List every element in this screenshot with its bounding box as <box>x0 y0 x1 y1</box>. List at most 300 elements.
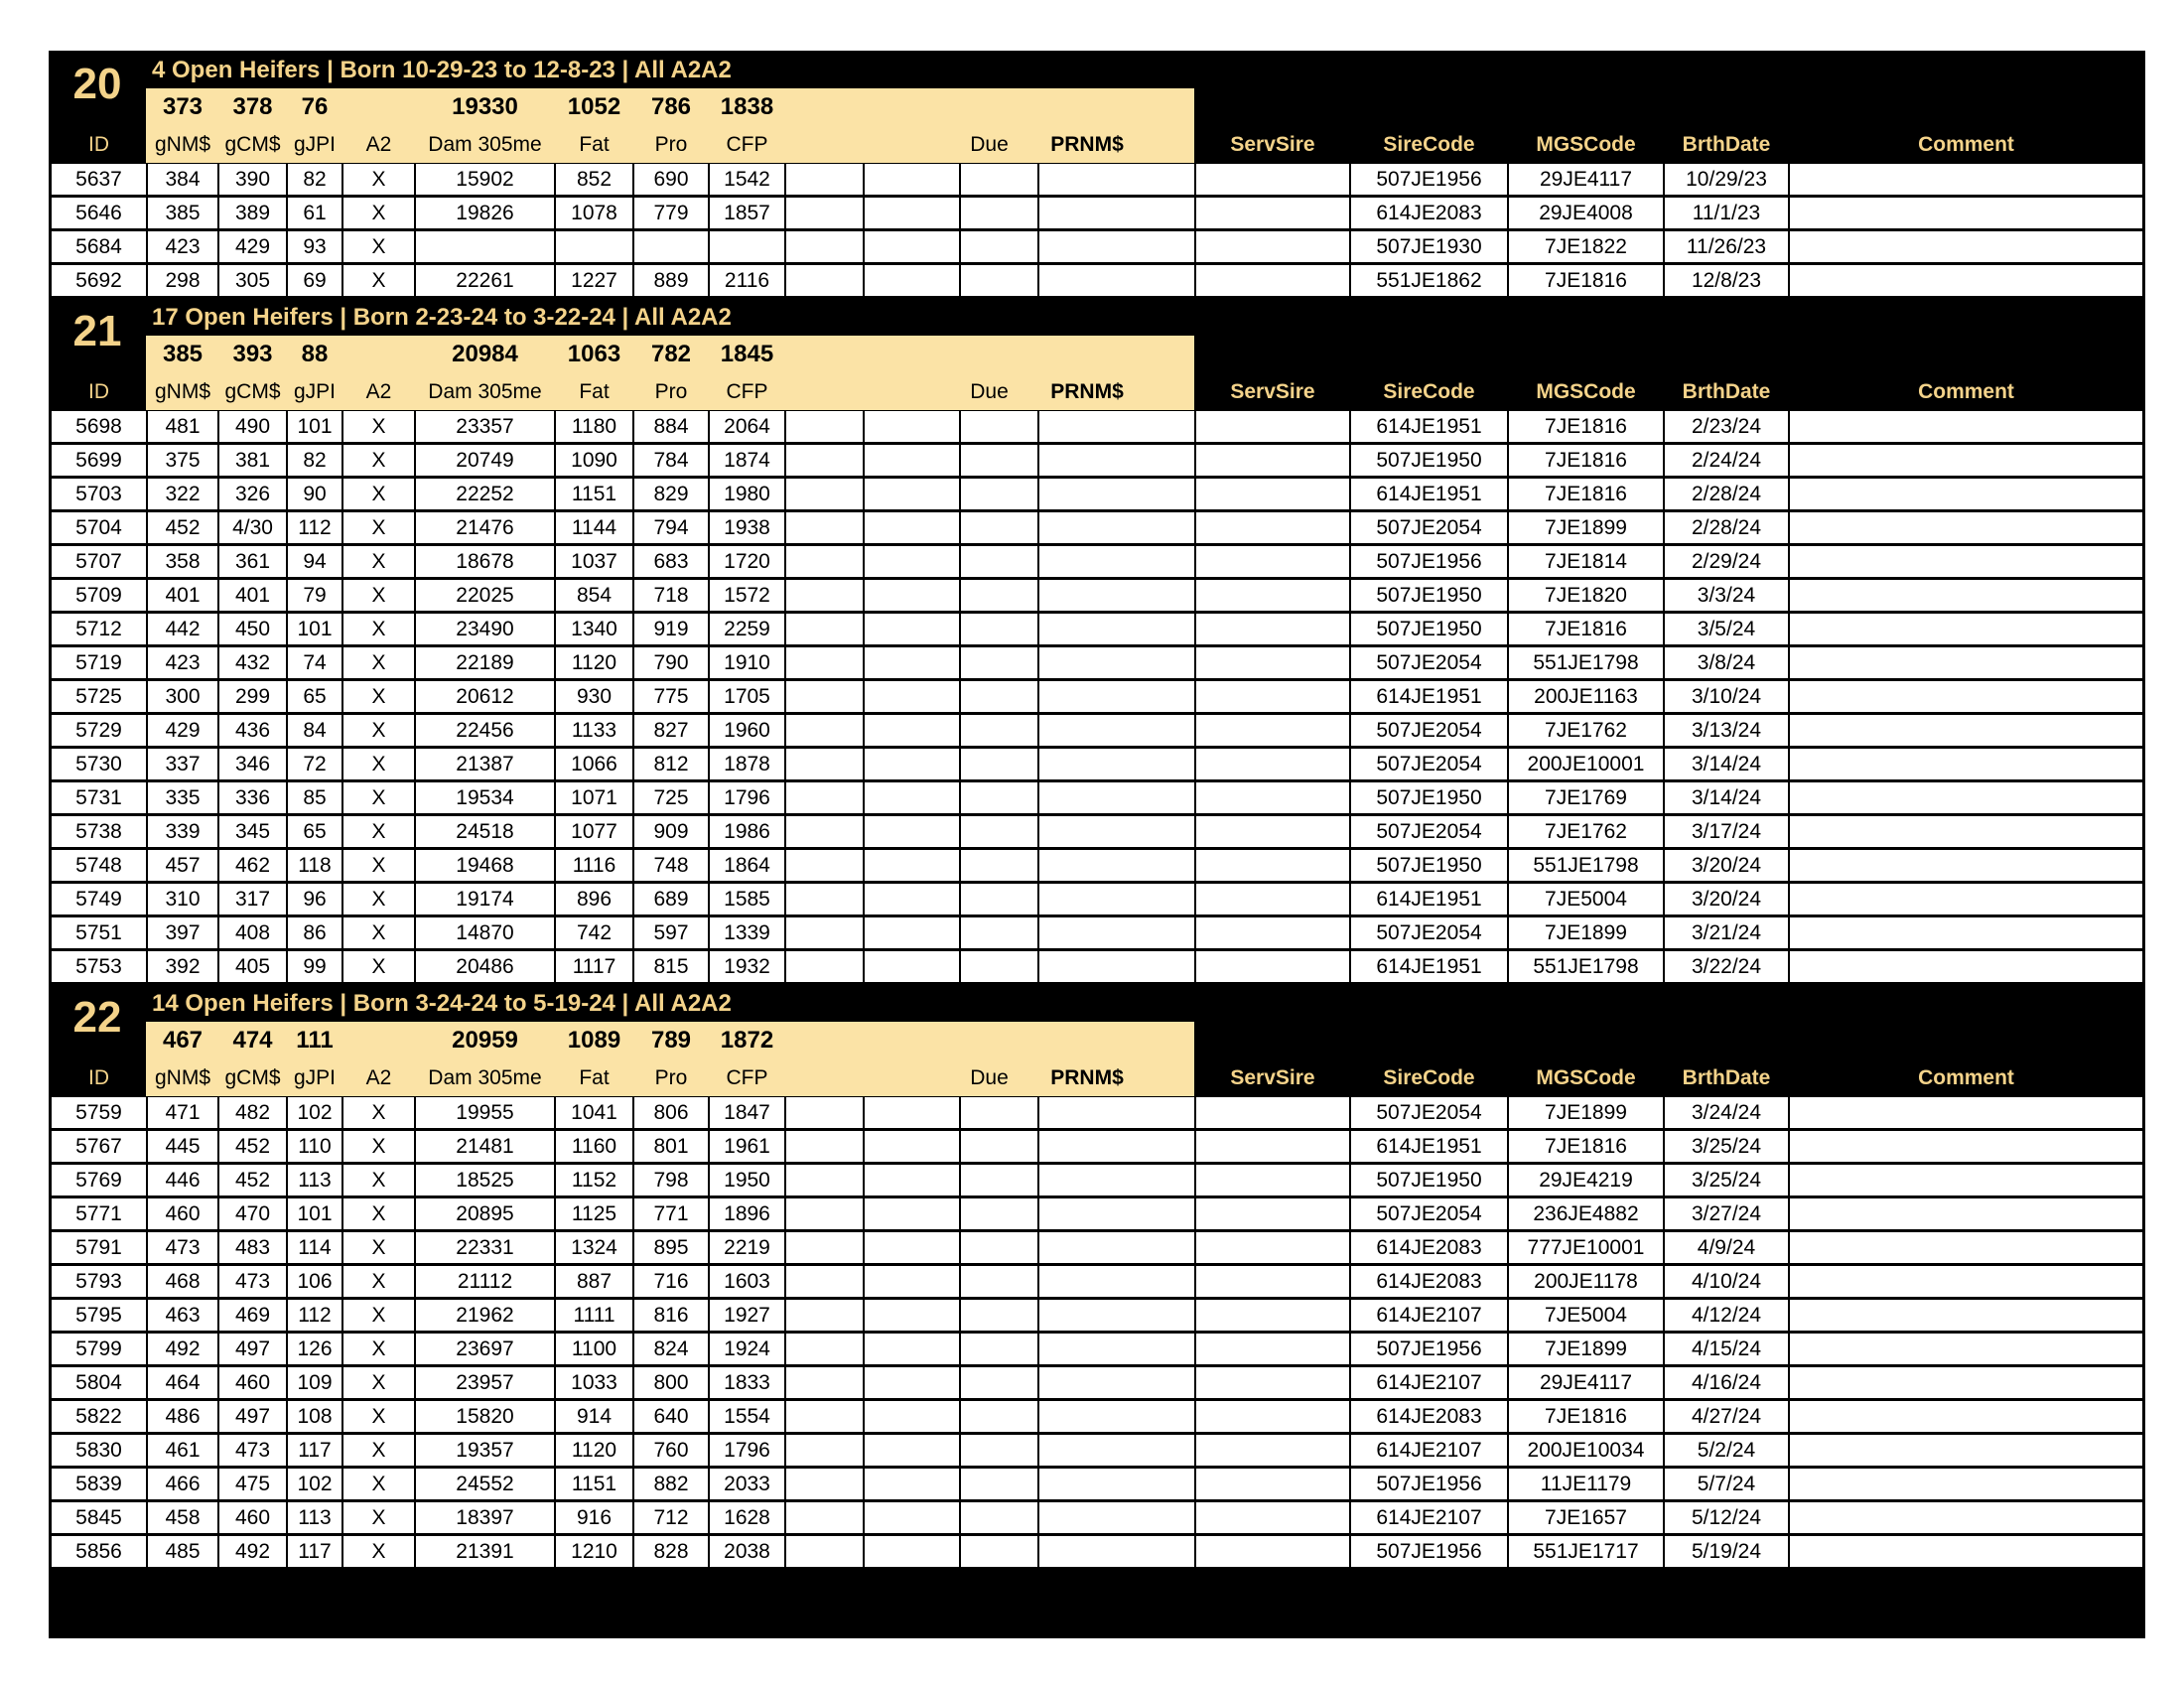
cell-sire: 614JE1951 <box>1351 479 1507 509</box>
cell-serv <box>1196 1266 1349 1297</box>
cell-comment <box>1790 1401 2142 1432</box>
cell-due <box>961 1502 1037 1533</box>
cell-mgs: 7JE1816 <box>1509 1131 1663 1162</box>
cell-prnm <box>1039 1300 1194 1331</box>
cell-id: 5830 <box>52 1435 146 1466</box>
table-row <box>49 1400 2145 1434</box>
cell-cfp: 1896 <box>710 1198 784 1229</box>
cell-brth: 3/20/24 <box>1665 884 1788 914</box>
cell-b1 <box>786 198 863 228</box>
column-header-due: Due <box>970 380 1009 403</box>
cell-a2: X <box>343 445 414 476</box>
cell-b1 <box>786 1165 863 1196</box>
cell-a2: X <box>343 580 414 611</box>
cell-brth: 3/14/24 <box>1665 782 1788 813</box>
cell-sire: 614JE1951 <box>1351 884 1507 914</box>
group-number: 20 <box>72 60 122 108</box>
cell-brth: 5/19/24 <box>1665 1536 1788 1567</box>
cell-gnm: 473 <box>148 1232 217 1263</box>
column-header-id: ID <box>88 380 109 403</box>
table-row <box>49 781 2145 815</box>
cell-b1 <box>786 1097 863 1128</box>
cell-mgs: 7JE1899 <box>1509 1334 1663 1364</box>
column-header-prnm: PRNM$ <box>1050 1066 1124 1089</box>
cell-dam: 23697 <box>416 1334 554 1364</box>
cell-prnm <box>1039 816 1194 847</box>
cell-cfp: 1585 <box>710 884 784 914</box>
cell-pro: 828 <box>634 1536 708 1567</box>
cell-sire: 614JE1951 <box>1351 681 1507 712</box>
cell-a2: X <box>343 1367 414 1398</box>
cell-due <box>961 884 1037 914</box>
cell-pro: 790 <box>634 647 708 678</box>
cell-cfp: 2219 <box>710 1232 784 1263</box>
cell-gjpi: 112 <box>288 512 341 543</box>
cell-serv <box>1196 1367 1349 1398</box>
cell-serv <box>1196 850 1349 881</box>
cell-a2: X <box>343 198 414 228</box>
cell-gnm: 300 <box>148 681 217 712</box>
cell-a2: X <box>343 749 414 779</box>
cell-gcm: 408 <box>219 917 286 948</box>
cell-gnm: 464 <box>148 1367 217 1398</box>
cell-due <box>961 951 1037 982</box>
cell-gcm: 432 <box>219 647 286 678</box>
cell-dam: 21476 <box>416 512 554 543</box>
cell-b2 <box>865 1536 959 1567</box>
cell-gnm: 442 <box>148 614 217 644</box>
cell-gnm: 375 <box>148 445 217 476</box>
column-header-id: ID <box>88 1066 109 1089</box>
cell-b1 <box>786 1334 863 1364</box>
cell-prnm <box>1039 445 1194 476</box>
table-row <box>49 849 2145 883</box>
column-header-fat: Fat <box>579 133 610 156</box>
cell-prnm <box>1039 1367 1194 1398</box>
cell-b1 <box>786 1469 863 1499</box>
cell-b2 <box>865 917 959 948</box>
cell-comment <box>1790 1097 2142 1128</box>
column-header-id: ID <box>88 133 109 156</box>
cell-due <box>961 681 1037 712</box>
cell-id: 5799 <box>52 1334 146 1364</box>
cell-gcm: 452 <box>219 1165 286 1196</box>
column-header-mgs: MGSCode <box>1536 133 1636 156</box>
cell-serv <box>1196 749 1349 779</box>
cell-gnm: 401 <box>148 580 217 611</box>
cell-id: 5731 <box>52 782 146 813</box>
cell-serv <box>1196 231 1349 262</box>
cell-sire: 614JE2083 <box>1351 198 1507 228</box>
cell-sire: 551JE1862 <box>1351 265 1507 296</box>
cell-a2: X <box>343 850 414 881</box>
cell-mgs: 7JE1762 <box>1509 715 1663 746</box>
cell-pro: 895 <box>634 1232 708 1263</box>
cell-pro: 806 <box>634 1097 708 1128</box>
cell-sire: 614JE2083 <box>1351 1232 1507 1263</box>
cell-serv <box>1196 580 1349 611</box>
cell-dam: 20749 <box>416 445 554 476</box>
cell-brth: 5/2/24 <box>1665 1435 1788 1466</box>
column-header-prnm: PRNM$ <box>1050 380 1124 403</box>
cell-gnm: 423 <box>148 647 217 678</box>
cell-cfp: 2064 <box>710 411 784 442</box>
cell-serv <box>1196 681 1349 712</box>
table-row <box>49 197 2145 230</box>
cell-cfp: 2033 <box>710 1469 784 1499</box>
cell-brth: 3/13/24 <box>1665 715 1788 746</box>
cell-prnm <box>1039 1502 1194 1533</box>
cell-gcm: 346 <box>219 749 286 779</box>
column-header-sire: SireCode <box>1383 380 1475 403</box>
cell-comment <box>1790 1502 2142 1533</box>
cell-gnm: 339 <box>148 816 217 847</box>
cell-cfp: 1864 <box>710 850 784 881</box>
cell-mgs: 29JE4117 <box>1509 1367 1663 1398</box>
cell-pro: 829 <box>634 479 708 509</box>
average-gjpi: 76 <box>301 93 329 120</box>
cell-cfp: 2038 <box>710 1536 784 1567</box>
cell-gcm: 473 <box>219 1266 286 1297</box>
cell-pro: 909 <box>634 816 708 847</box>
cell-cfp: 1847 <box>710 1097 784 1128</box>
cell-prnm <box>1039 782 1194 813</box>
column-header-pro: Pro <box>654 1066 688 1089</box>
cell-mgs: 7JE1816 <box>1509 445 1663 476</box>
cell-dam: 20895 <box>416 1198 554 1229</box>
cell-gnm: 392 <box>148 951 217 982</box>
group-number: 22 <box>72 993 122 1042</box>
cell-a2: X <box>343 1198 414 1229</box>
cell-gnm: 423 <box>148 231 217 262</box>
average-fat: 1063 <box>567 341 621 367</box>
cell-gcm: 490 <box>219 411 286 442</box>
cell-mgs: 200JE1163 <box>1509 681 1663 712</box>
cell-b1 <box>786 231 863 262</box>
cell-gcm: 483 <box>219 1232 286 1263</box>
cell-sire: 614JE1951 <box>1351 1131 1507 1162</box>
cell-fat: 1210 <box>556 1536 632 1567</box>
cell-gjpi: 90 <box>288 479 341 509</box>
cell-b1 <box>786 917 863 948</box>
cell-brth: 12/8/23 <box>1665 265 1788 296</box>
cell-pro: 725 <box>634 782 708 813</box>
cell-b2 <box>865 816 959 847</box>
cell-gcm: 345 <box>219 816 286 847</box>
cell-dam: 22252 <box>416 479 554 509</box>
cell-mgs: 7JE1899 <box>1509 512 1663 543</box>
cell-dam: 19357 <box>416 1435 554 1466</box>
cell-b1 <box>786 1131 863 1162</box>
cell-gcm: 317 <box>219 884 286 914</box>
cell-fat: 1120 <box>556 647 632 678</box>
column-header-gcm: gCM$ <box>224 1066 281 1089</box>
cell-id: 5767 <box>52 1131 146 1162</box>
cell-due <box>961 1367 1037 1398</box>
cell-fat: 1071 <box>556 782 632 813</box>
cell-cfp: 1339 <box>710 917 784 948</box>
cell-prnm <box>1039 1266 1194 1297</box>
table-row <box>49 264 2145 298</box>
cell-fat: 1324 <box>556 1232 632 1263</box>
cell-id: 5856 <box>52 1536 146 1567</box>
column-header-a2: A2 <box>365 380 392 403</box>
cell-prnm <box>1039 715 1194 746</box>
cell-gcm: 305 <box>219 265 286 296</box>
cell-fat: 1160 <box>556 1131 632 1162</box>
cell-sire: 507JE1950 <box>1351 580 1507 611</box>
cell-b1 <box>786 681 863 712</box>
cell-fat: 852 <box>556 164 632 195</box>
cell-gjpi: 72 <box>288 749 341 779</box>
cell-a2: X <box>343 1097 414 1128</box>
cell-brth: 3/25/24 <box>1665 1131 1788 1162</box>
cell-prnm <box>1039 265 1194 296</box>
cell-gnm: 310 <box>148 884 217 914</box>
cell-b2 <box>865 580 959 611</box>
cell-gnm: 452 <box>148 512 217 543</box>
cell-b1 <box>786 580 863 611</box>
cell-b1 <box>786 265 863 296</box>
cell-cfp: 1628 <box>710 1502 784 1533</box>
cell-sire: 507JE1950 <box>1351 782 1507 813</box>
cell-b1 <box>786 951 863 982</box>
column-header-dam: Dam 305me <box>428 1066 542 1089</box>
cell-cfp: 1833 <box>710 1367 784 1398</box>
table-row <box>49 1231 2145 1265</box>
average-gnm: 373 <box>162 93 204 120</box>
cell-due <box>961 749 1037 779</box>
cell-dam: 20486 <box>416 951 554 982</box>
cell-mgs: 29JE4219 <box>1509 1165 1663 1196</box>
cell-pro: 689 <box>634 884 708 914</box>
cell-cfp: 1932 <box>710 951 784 982</box>
cell-cfp: 1705 <box>710 681 784 712</box>
column-header-cfp: CFP <box>726 380 768 403</box>
cell-gnm: 463 <box>148 1300 217 1331</box>
cell-sire: 614JE2107 <box>1351 1300 1507 1331</box>
cell-fat: 916 <box>556 1502 632 1533</box>
cell-id: 5751 <box>52 917 146 948</box>
cell-b2 <box>865 411 959 442</box>
cell-gcm: 326 <box>219 479 286 509</box>
heifer-table <box>49 163 2145 298</box>
cell-gcm: 460 <box>219 1502 286 1533</box>
cell-dam: 21387 <box>416 749 554 779</box>
cell-dam: 18397 <box>416 1502 554 1533</box>
average-gcm: 393 <box>232 341 273 367</box>
cell-cfp: 1603 <box>710 1266 784 1297</box>
cell-due <box>961 850 1037 881</box>
cell-b2 <box>865 1435 959 1466</box>
average-cfp: 1872 <box>720 1027 774 1054</box>
cell-b2 <box>865 884 959 914</box>
cell-b1 <box>786 1300 863 1331</box>
cell-prnm <box>1039 1536 1194 1567</box>
cell-mgs: 777JE10001 <box>1509 1232 1663 1263</box>
cell-fat: 1151 <box>556 1469 632 1499</box>
table-row <box>49 579 2145 613</box>
cell-serv <box>1196 1469 1349 1499</box>
cell-comment <box>1790 1536 2142 1567</box>
cell-id: 5749 <box>52 884 146 914</box>
column-header-serv: ServSire <box>1230 133 1315 156</box>
cell-gjpi: 93 <box>288 231 341 262</box>
cell-mgs: 7JE1816 <box>1509 614 1663 644</box>
cell-b2 <box>865 1198 959 1229</box>
cell-b2 <box>865 231 959 262</box>
table-row <box>49 1468 2145 1501</box>
cell-dam: 18678 <box>416 546 554 577</box>
cell-a2: X <box>343 647 414 678</box>
table-row <box>49 1366 2145 1400</box>
cell-due <box>961 614 1037 644</box>
cell-gcm: 497 <box>219 1401 286 1432</box>
cell-pro: 800 <box>634 1367 708 1398</box>
cell-gjpi: 82 <box>288 164 341 195</box>
cell-serv <box>1196 951 1349 982</box>
cell-brth: 3/14/24 <box>1665 749 1788 779</box>
cell-comment <box>1790 917 2142 948</box>
cell-gnm: 492 <box>148 1334 217 1364</box>
cell-id: 5709 <box>52 580 146 611</box>
cell-cfp: 1874 <box>710 445 784 476</box>
cell-sire: 507JE1950 <box>1351 614 1507 644</box>
average-pro: 782 <box>650 341 692 367</box>
column-header-gcm: gCM$ <box>224 133 281 156</box>
cell-mgs: 551JE1798 <box>1509 647 1663 678</box>
cell-prnm <box>1039 1198 1194 1229</box>
cell-b2 <box>865 479 959 509</box>
cell-serv <box>1196 546 1349 577</box>
group-title: 4 Open Heifers | Born 10-29-23 to 12-8-23 | All A2A2 <box>152 57 732 83</box>
cell-dam: 15820 <box>416 1401 554 1432</box>
group-title: 14 Open Heifers | Born 3-24-24 to 5-19-24 | All A2A2 <box>152 990 732 1017</box>
table-row <box>49 646 2145 680</box>
cell-fat: 1077 <box>556 816 632 847</box>
cell-cfp: 1857 <box>710 198 784 228</box>
column-header-sire: SireCode <box>1383 1066 1475 1089</box>
cell-pro: 824 <box>634 1334 708 1364</box>
cell-fat: 1066 <box>556 749 632 779</box>
cell-gcm: 460 <box>219 1367 286 1398</box>
cell-id: 5729 <box>52 715 146 746</box>
cell-serv <box>1196 816 1349 847</box>
cell-pro: 640 <box>634 1401 708 1432</box>
cell-cfp: 1720 <box>710 546 784 577</box>
cell-b1 <box>786 1401 863 1432</box>
cell-comment <box>1790 1266 2142 1297</box>
cell-pro <box>634 231 708 262</box>
heifer-table <box>49 410 2145 984</box>
cell-id: 5719 <box>52 647 146 678</box>
cell-prnm <box>1039 1131 1194 1162</box>
column-header-cfp: CFP <box>726 1066 768 1089</box>
cell-gjpi: 109 <box>288 1367 341 1398</box>
cell-mgs: 7JE1657 <box>1509 1502 1663 1533</box>
cell-gjpi: 117 <box>288 1435 341 1466</box>
cell-due <box>961 1469 1037 1499</box>
cell-gjpi: 82 <box>288 445 341 476</box>
cell-gjpi: 108 <box>288 1401 341 1432</box>
cell-due <box>961 816 1037 847</box>
cell-fat: 1033 <box>556 1367 632 1398</box>
cell-brth: 4/12/24 <box>1665 1300 1788 1331</box>
cell-mgs: 7JE5004 <box>1509 884 1663 914</box>
cell-b1 <box>786 512 863 543</box>
cell-gjpi: 113 <box>288 1165 341 1196</box>
cell-sire: 614JE2083 <box>1351 1401 1507 1432</box>
column-header-brth: BrthDate <box>1682 133 1771 156</box>
cell-pro: 690 <box>634 164 708 195</box>
cell-pro: 779 <box>634 198 708 228</box>
cell-dam: 23357 <box>416 411 554 442</box>
cell-serv <box>1196 445 1349 476</box>
table-row <box>49 1096 2145 1130</box>
cell-sire: 507JE1950 <box>1351 850 1507 881</box>
cell-serv <box>1196 411 1349 442</box>
cell-b1 <box>786 1198 863 1229</box>
cell-gjpi: 61 <box>288 198 341 228</box>
cell-fat: 1151 <box>556 479 632 509</box>
average-cfp: 1838 <box>720 93 774 120</box>
table-row <box>49 883 2145 916</box>
cell-sire: 507JE1950 <box>1351 445 1507 476</box>
cell-serv <box>1196 1536 1349 1567</box>
cell-due <box>961 782 1037 813</box>
cell-due <box>961 1536 1037 1567</box>
cell-dam: 18525 <box>416 1165 554 1196</box>
cell-due <box>961 1165 1037 1196</box>
cell-comment <box>1790 884 2142 914</box>
average-gcm: 474 <box>232 1027 273 1054</box>
table-row <box>49 1164 2145 1197</box>
cell-pro: 748 <box>634 850 708 881</box>
cell-due <box>961 917 1037 948</box>
cell-pro: 889 <box>634 265 708 296</box>
cell-serv <box>1196 715 1349 746</box>
cell-gnm: 445 <box>148 1131 217 1162</box>
cell-serv <box>1196 782 1349 813</box>
cell-dam: 21112 <box>416 1266 554 1297</box>
cell-gnm: 468 <box>148 1266 217 1297</box>
cell-fat: 1041 <box>556 1097 632 1128</box>
cell-comment <box>1790 816 2142 847</box>
cell-pro: 801 <box>634 1131 708 1162</box>
cell-a2: X <box>343 1435 414 1466</box>
cell-b1 <box>786 749 863 779</box>
cell-due <box>961 1401 1037 1432</box>
cell-comment <box>1790 411 2142 442</box>
cell-fat <box>556 231 632 262</box>
cell-a2: X <box>343 951 414 982</box>
cell-mgs: 7JE1762 <box>1509 816 1663 847</box>
cell-a2: X <box>343 1266 414 1297</box>
cell-b1 <box>786 715 863 746</box>
cell-sire: 614JE1951 <box>1351 411 1507 442</box>
cell-pro: 812 <box>634 749 708 779</box>
cell-gnm: 298 <box>148 265 217 296</box>
cell-b2 <box>865 546 959 577</box>
column-header-gjpi: gJPI <box>293 380 337 403</box>
cell-dam: 19174 <box>416 884 554 914</box>
cell-gcm: 470 <box>219 1198 286 1229</box>
cell-b1 <box>786 1502 863 1533</box>
cell-due <box>961 1097 1037 1128</box>
cell-b1 <box>786 614 863 644</box>
cell-dam: 21962 <box>416 1300 554 1331</box>
cell-a2: X <box>343 231 414 262</box>
